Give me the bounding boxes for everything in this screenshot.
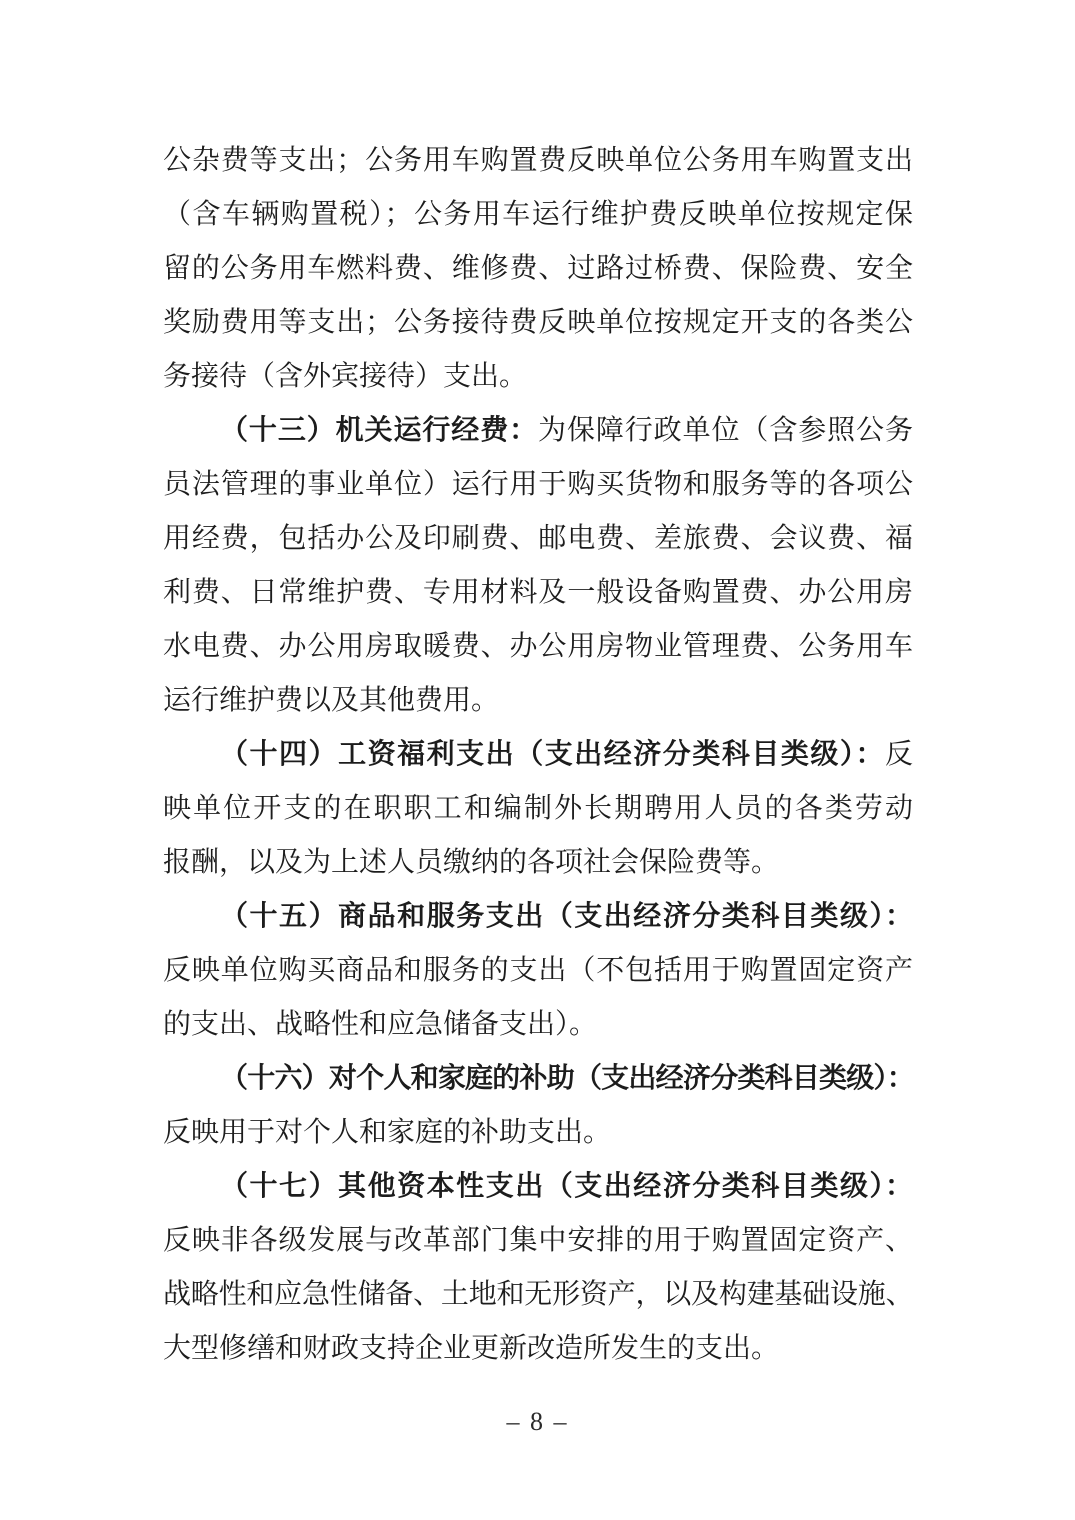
text-line xyxy=(163,944,913,998)
text-line xyxy=(163,674,913,728)
text-line-section-17 xyxy=(163,1160,913,1214)
line-text: 利费、日常维护费、专用材料及一般设备购置费、办公用房 xyxy=(163,577,913,608)
text-line xyxy=(163,188,913,242)
text-line xyxy=(163,1106,913,1160)
page-number: – 8 – xyxy=(506,1407,569,1436)
text-line-section-15 xyxy=(163,890,913,944)
text-line xyxy=(163,1214,913,1268)
text-line xyxy=(163,998,913,1052)
line-text: 大型修缮和财政支持企业更新改造所发生的支出。 xyxy=(163,1333,780,1364)
line-text: 奖励费用等支出；公务接待费反映单位按规定开支的各类公 xyxy=(163,307,913,338)
line-text: 运行维护费以及其他费用。 xyxy=(163,685,500,716)
text-line xyxy=(163,296,913,350)
text-line-section-13 xyxy=(163,404,913,458)
line-text: 反映用于对个人和家庭的补助支出。 xyxy=(163,1117,612,1148)
text-line xyxy=(163,242,913,296)
line-text: 员法管理的事业单位）运行用于购买货物和服务等的各项公 xyxy=(163,469,913,500)
text-line-section-16 xyxy=(163,1052,913,1106)
line-text: 反 xyxy=(884,739,913,770)
document-text-block xyxy=(163,134,913,1376)
text-line xyxy=(163,1322,913,1376)
line-text: 为保障行政单位（含参照公务 xyxy=(538,415,913,446)
text-line xyxy=(163,1268,913,1322)
line-text: 用经费，包括办公及印刷费、邮电费、差旅费、会议费、福 xyxy=(163,523,913,554)
line-text: 反映单位购买商品和服务的支出（不包括用于购置固定资产 xyxy=(163,955,913,986)
text-line xyxy=(163,350,913,404)
text-line xyxy=(163,782,913,836)
line-text: 水电费、办公用房取暖费、办公用房物业管理费、公务用车 xyxy=(163,631,913,662)
line-text: 留的公务用车燃料费、维修费、过路过桥费、保险费、安全 xyxy=(163,253,913,284)
line-text: （含车辆购置税）；公务用车运行维护费反映单位按规定保 xyxy=(163,199,913,230)
line-text: 的支出、战略性和应急储备支出）。 xyxy=(163,1009,598,1040)
section-14-heading: （十四）工资福利支出（支出经济分类科目类级）： xyxy=(220,739,885,770)
line-text: 战略性和应急性储备、土地和无形资产，以及构建基础设施、 xyxy=(163,1279,913,1310)
line-text: 反映非各级发展与改革部门集中安排的用于购置固定资产、 xyxy=(163,1225,913,1256)
line-text: 映单位开支的在职职工和编制外长期聘用人员的各类劳动 xyxy=(163,793,913,824)
line-text: 报酬，以及为上述人员缴纳的各项社会保险费等。 xyxy=(163,847,780,878)
section-17-heading: （十七）其他资本性支出（支出经济分类科目类级）： xyxy=(220,1171,913,1202)
section-13-heading: （十三）机关运行经费： xyxy=(220,415,539,446)
text-line xyxy=(163,512,913,566)
line-text: 务接待（含外宾接待）支出。 xyxy=(163,361,528,392)
text-line-section-14 xyxy=(163,728,913,782)
text-line xyxy=(163,620,913,674)
section-16-heading: （十六）对个人和家庭的补助（支出经济分类科目类级）： xyxy=(220,1063,913,1094)
text-line xyxy=(163,836,913,890)
text-line xyxy=(163,134,913,188)
section-15-heading: （十五）商品和服务支出（支出经济分类科目类级）： xyxy=(220,901,913,932)
line-text: 公杂费等支出；公务用车购置费反映单位公务用车购置支出 xyxy=(163,145,913,176)
text-line xyxy=(163,458,913,512)
text-line xyxy=(163,566,913,620)
